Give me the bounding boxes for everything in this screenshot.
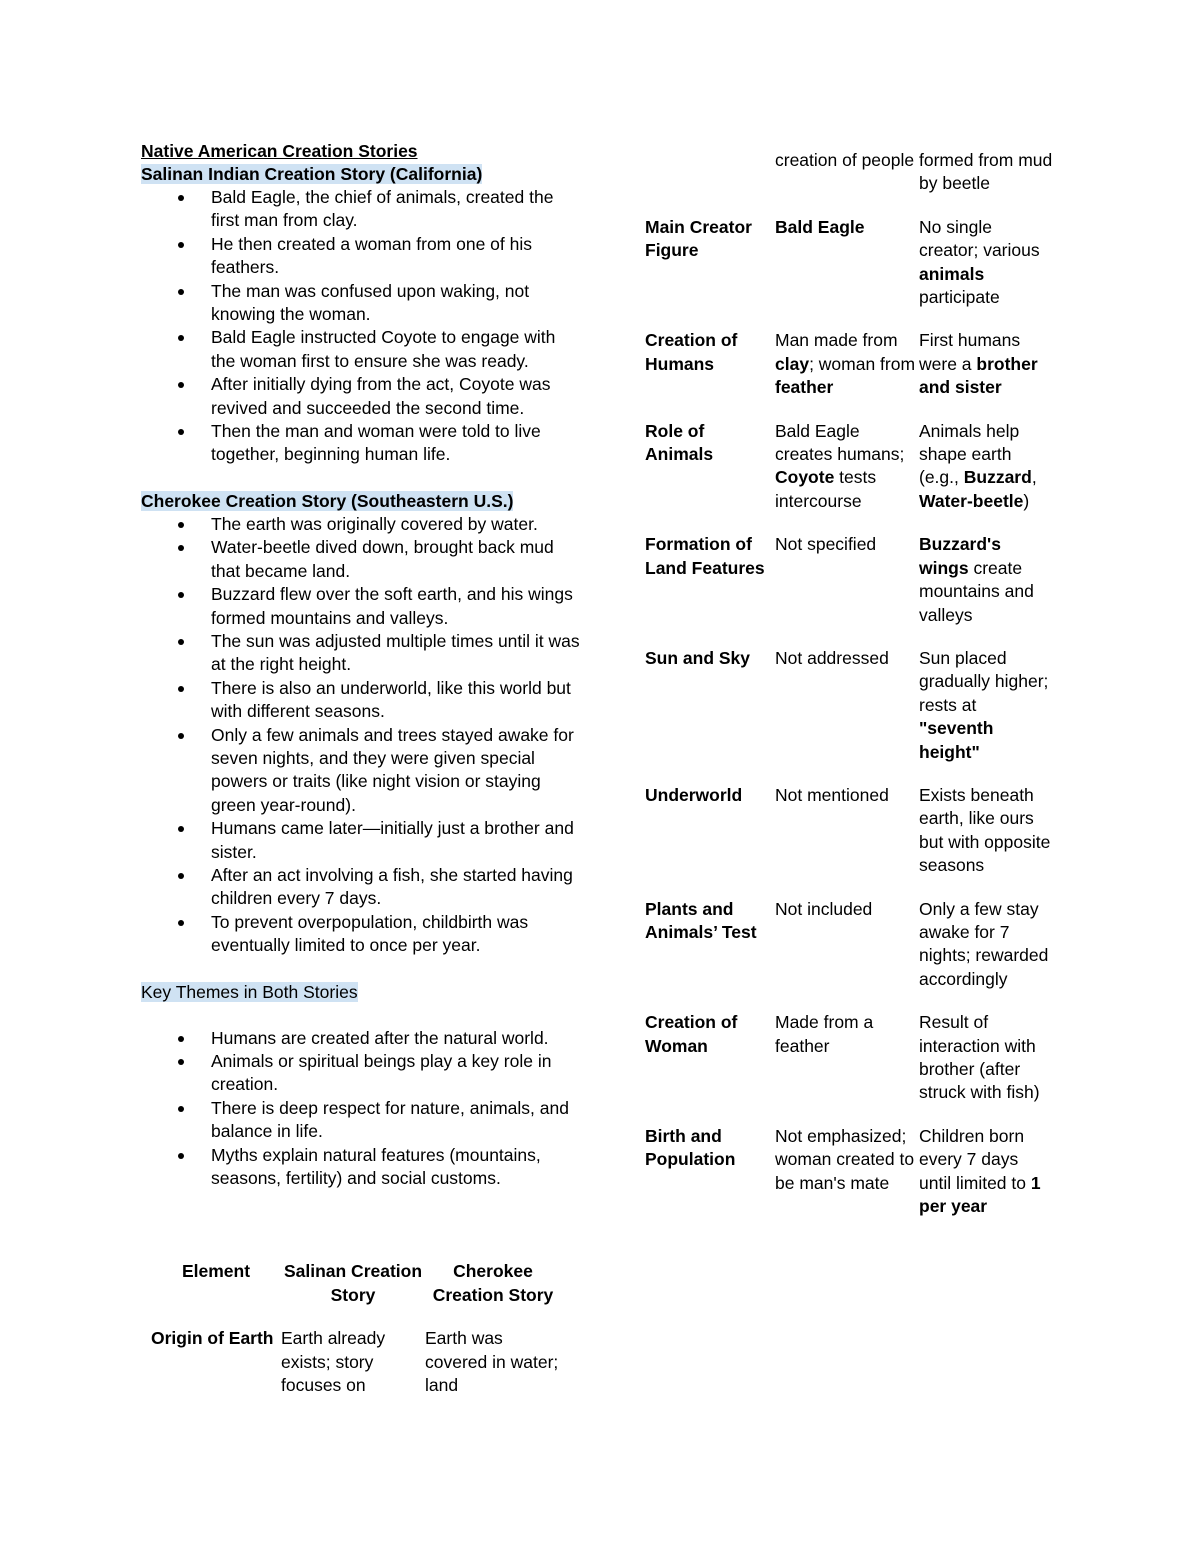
row-cherokee: Animals help shape earth (e.g., Buzzard, Water-beetle): [919, 420, 1037, 511]
row-element: Formation of Land Features: [645, 534, 765, 578]
table-row: [645, 1011, 1055, 1105]
table-row: [645, 784, 1055, 878]
left-column: [141, 140, 581, 1397]
table-row: [645, 898, 1055, 992]
row-cherokee: Only a few stay awake for 7 nights; rewarded accordingly: [919, 898, 1049, 989]
list-item: He then created a woman from one of his feathers.: [141, 233, 581, 280]
row-cherokee: No single creator; various animals participate: [919, 216, 1040, 308]
list-item: Bald Eagle instructed Coyote to engage with the woman first to ensure she was ready.: [141, 326, 581, 373]
list-item: Humans came later—initially just a brother and sister.: [141, 817, 581, 864]
list-item: To prevent overpopulation, childbirth was eventually limited to once per year.: [141, 911, 581, 958]
row-salinan: Man made from clay; woman from feather: [775, 330, 916, 398]
table-row: [645, 420, 1055, 514]
header-cherokee: Cherokee Creation Story: [432, 1261, 554, 1305]
list-item: After initially dying from the act, Coyote was revived and succeeded the second time.: [141, 373, 581, 420]
comparison-table-part2: [645, 149, 1055, 1218]
list-item: The man was confused upon waking, not knowing the woman.: [141, 280, 581, 327]
row-element: Creation of Woman: [645, 1012, 738, 1056]
row-cherokee: formed from mud by beetle: [919, 150, 1053, 194]
row-element: Birth and Population: [645, 1125, 736, 1170]
header-salinan: Salinan Creation Story: [283, 1261, 423, 1305]
comparison-table-part1: [151, 1260, 561, 1397]
table-header-row: [151, 1260, 561, 1327]
themes-heading: Key Themes in Both Stories: [141, 981, 358, 1002]
table-row: [645, 149, 1055, 196]
list-item: There is also an underworld, like this world but with different seasons.: [141, 677, 581, 724]
row-element: Underworld: [645, 784, 743, 805]
list-item: There is deep respect for nature, animals, and balance in life.: [141, 1097, 581, 1144]
list-item: Then the man and woman were told to live together, beginning human life.: [141, 420, 581, 467]
list-item: Water-beetle dived down, brought back mud that became land.: [141, 536, 581, 583]
page-title: Native American Creation Stories: [141, 141, 418, 161]
list-item: Only a few animals and trees stayed awake for seven nights, and they were given special powers or traits (like night vision or staying green year-round).: [141, 724, 581, 818]
list-item: Humans are created after the natural world.: [141, 1027, 581, 1050]
row-salinan: Not addressed: [775, 647, 889, 668]
row-cherokee: Earth was covered in water; land: [425, 1328, 559, 1396]
row-salinan: creation of people: [775, 150, 915, 170]
row-element: Origin of Earth: [151, 1328, 274, 1349]
salinan-heading: Salinan Indian Creation Story (California): [141, 164, 483, 184]
list-item: Buzzard flew over the soft earth, and his wings formed mountains and valleys.: [141, 583, 581, 630]
list-item: Bald Eagle, the chief of animals, created the first man from clay.: [141, 186, 581, 233]
table-row: [645, 1125, 1055, 1219]
row-cherokee: First humans were a brother and sister: [919, 330, 1038, 398]
table-row: [645, 647, 1055, 764]
row-element: Main Creator Figure: [645, 216, 752, 261]
row-cherokee: Buzzard's wings create mountains and valleys: [919, 534, 1034, 625]
row-salinan: Bald Eagle creates humans; Coyote tests intercourse: [775, 420, 905, 511]
row-element: Plants and Animals’ Test: [645, 898, 757, 942]
list-item: The earth was originally covered by water.: [141, 513, 581, 536]
header-element: Element: [181, 1261, 251, 1282]
row-salinan: Made from a feather: [775, 1012, 874, 1056]
row-cherokee: Result of interaction with brother (after struck with fish): [919, 1012, 1040, 1103]
list-item: Myths explain natural features (mountains, seasons, fertility) and social customs.: [141, 1144, 581, 1191]
row-salinan: Not emphasized; woman created to be man's mate: [775, 1125, 915, 1193]
table-row: [645, 216, 1055, 310]
row-cherokee: Sun placed gradually higher; rests at "seventh height": [919, 647, 1049, 762]
themes-list: [141, 1027, 581, 1191]
cherokee-list: [141, 513, 581, 958]
table-row: [151, 1327, 561, 1397]
row-salinan: Bald Eagle: [775, 216, 865, 237]
table-row: [645, 533, 1055, 627]
right-column: [637, 149, 1057, 1218]
salinan-list: [141, 186, 581, 467]
row-salinan: Not included: [775, 898, 873, 919]
list-item: After an act involving a fish, she started having children every 7 days.: [141, 864, 581, 911]
list-item: The sun was adjusted multiple times until it was at the right height.: [141, 630, 581, 677]
cherokee-heading: Cherokee Creation Story (Southeastern U.S.): [141, 490, 514, 511]
row-element: Sun and Sky: [645, 647, 751, 668]
row-element: Role of Animals: [645, 420, 714, 465]
row-cherokee: Children born every 7 days until limited to 1 per year: [919, 1125, 1041, 1217]
table-row: [645, 329, 1055, 399]
row-element: Creation of Humans: [645, 330, 738, 374]
list-item: Animals or spiritual beings play a key role in creation.: [141, 1050, 581, 1097]
row-salinan: Not specified: [775, 534, 877, 555]
row-cherokee: Exists beneath earth, like ours but with opposite seasons: [919, 784, 1051, 876]
row-salinan: Earth already exists; story focuses on: [281, 1328, 386, 1396]
row-salinan: Not mentioned: [775, 784, 889, 805]
